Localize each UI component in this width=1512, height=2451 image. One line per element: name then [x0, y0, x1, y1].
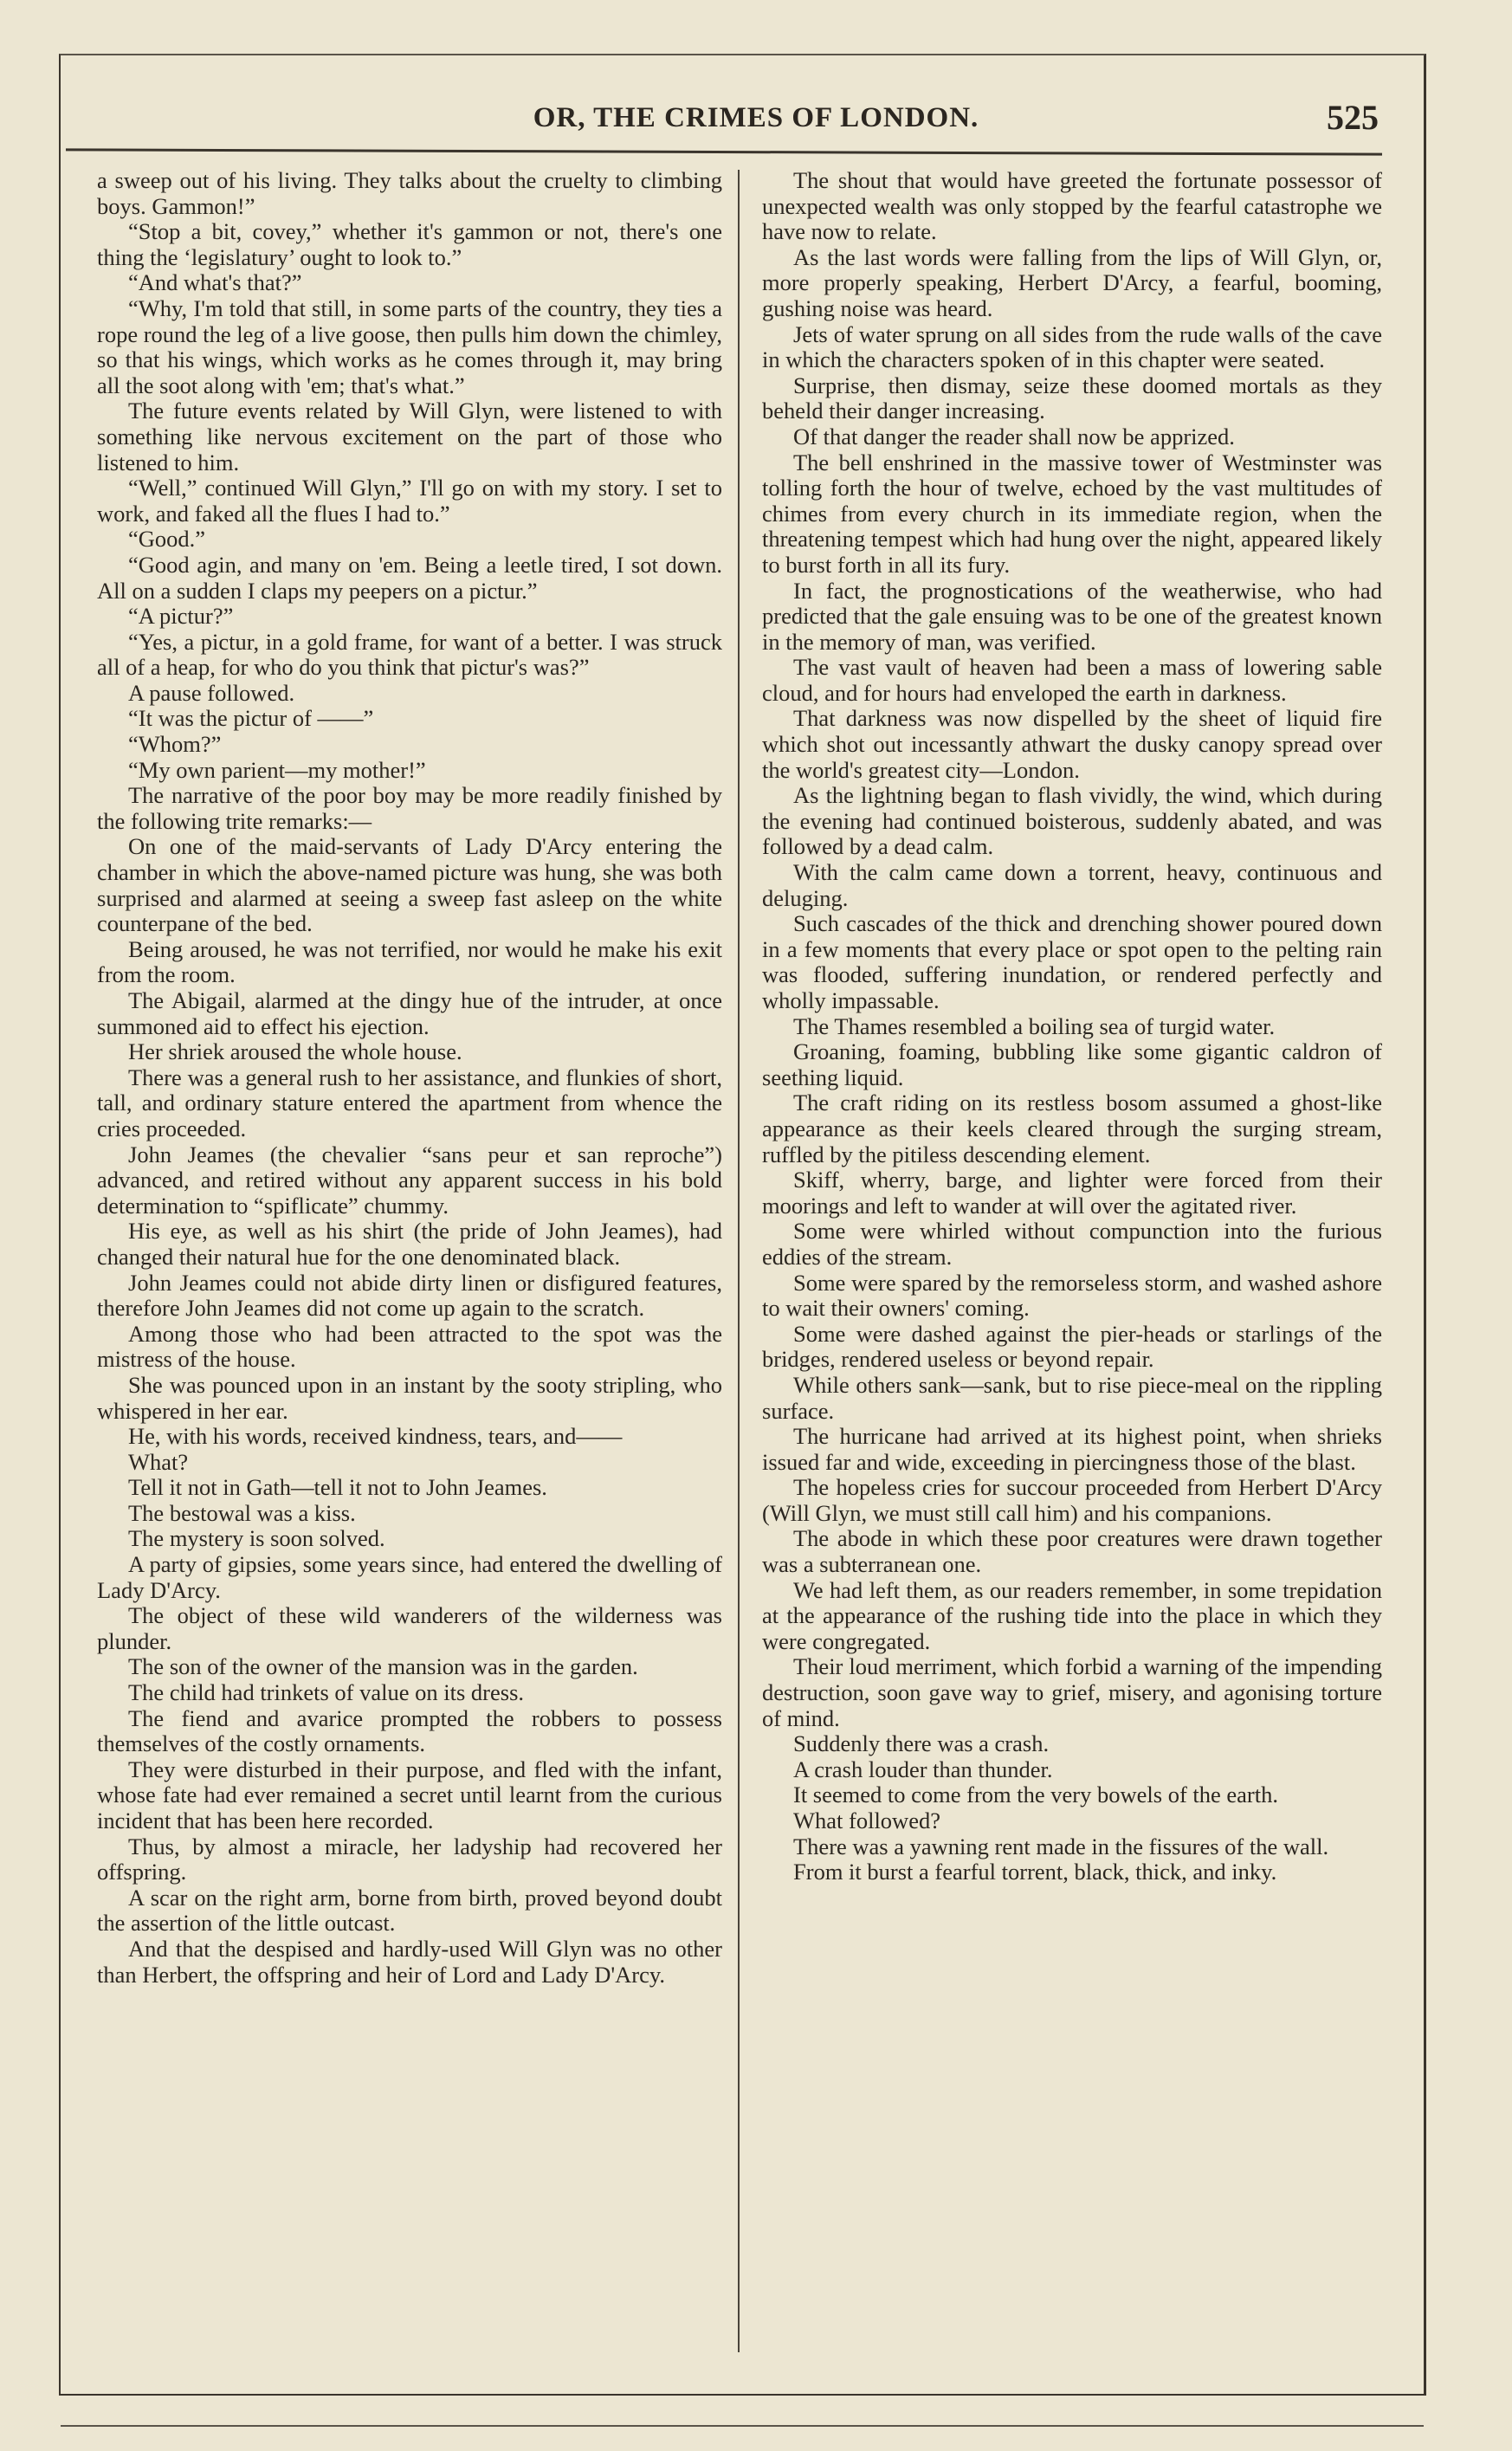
paragraph: The future events related by Will Glyn, were listened to with something like nervous excitement on the part of those who listened to him.: [97, 398, 722, 475]
paragraph: The abode in which these poor creatures were drawn together was a subterranean one.: [762, 1525, 1382, 1578]
paragraph: She was pounced upon in an instant by the sooty stripling, who whispered in her ear.: [97, 1371, 722, 1424]
paragraph: His eye, as well as his shirt (the pride of John Jeames), had changed their natural hue for the one denominated black.: [97, 1218, 722, 1270]
paragraph: “It was the pictur of ——”: [128, 705, 374, 732]
paragraph: As the last words were falling from the lips of Will Glyn, or, more properly speaking, Herbert D'Arcy, a fearful, booming, gushing noise was heard.: [762, 243, 1382, 321]
paragraph: What followed?: [793, 1808, 940, 1833]
paragraph: Jets of water sprung on all sides from the rude walls of the cave in which the characters spoken of in this chapter were seated.: [762, 320, 1382, 373]
paragraph: “Good.”: [128, 526, 206, 553]
paragraph: There was a yawning rent made in the fissures of the wall.: [793, 1833, 1329, 1859]
paragraph: “Stop a bit, covey,” whether it's gammon or not, there's one thing the ‘legislatury’ ought to look to.”: [97, 218, 722, 270]
paragraph: a sweep out of his living. They talks about the cruelty to climbing boys. Gammon!”: [97, 167, 722, 219]
paragraph: Skiff, wherry, barge, and lighter were forced from their moorings and left to wander at will over the agitated river.: [762, 1167, 1382, 1219]
running-title: OR, THE CRIMES OF LONDON.: [533, 102, 979, 133]
paragraph: The son of the owner of the mansion was in the garden.: [128, 1653, 638, 1680]
paragraph: The hurricane had arrived at its highest point, when shrieks issued far and wide, exceeding in piercingness those of the blast.: [762, 1423, 1382, 1475]
paragraph: “Good agin, and many on 'em. Being a leetle tired, I sot down. All on a sudden I claps my peepers on a pictur.”: [97, 551, 722, 604]
paragraph: Being aroused, he was not terrified, nor would he make his exit from the room.: [97, 935, 722, 988]
paragraph: We had left them, as our readers remember, in some trepidation at the appearance of the rushing tide into the place in which they were congregated.: [762, 1576, 1382, 1654]
paragraph: Some were dashed against the pier-heads or starlings of the bridges, rendered useless or beyond repair.: [762, 1320, 1382, 1373]
paragraph: A scar on the right arm, borne from birth, proved beyond doubt the assertion of the little outcast.: [97, 1884, 722, 1937]
paragraph: They were disturbed in their purpose, and fled with the infant, whose fate had ever remained a secret until learnt from the curious incident that has been here recorded.: [97, 1756, 722, 1833]
paragraph: Among those who had been attracted to the spot was the mistress of the house.: [97, 1320, 722, 1373]
paragraph: While others sank—sank, but to rise piece-meal on the rippling surface.: [762, 1371, 1382, 1424]
paragraph: “And what's that?”: [128, 269, 302, 296]
column-divider: [738, 170, 740, 2352]
paragraph: The craft riding on its restless bosom assumed a ghost-like appearance as their keels cleared through the surging stream, ruffled by the pitiless descending element.: [762, 1090, 1382, 1167]
paragraph: The narrative of the poor boy may be more readily finished by the following trite remarks:—: [97, 782, 722, 834]
paragraph: “Whom?”: [128, 731, 222, 758]
paragraph: A pause followed.: [128, 679, 295, 706]
paragraph: “Yes, a pictur, in a gold frame, for want of a better. I was struck all of a heap, for who do you think that pictur's was?”: [97, 628, 722, 681]
paragraph: Groaning, foaming, bubbling like some gigantic caldron of seething liquid.: [762, 1038, 1382, 1090]
paragraph: Surprise, then dismay, seize these doomed mortals as they beheld their danger increasing.: [762, 372, 1382, 424]
paragraph: The Abigail, alarmed at the dingy hue of the intruder, at once summoned aid to effect his ejection.: [97, 987, 722, 1039]
paragraph: The child had trinkets of value on its dress.: [128, 1679, 525, 1706]
paragraph: It seemed to come from the very bowels of the earth.: [793, 1782, 1278, 1808]
paragraph: Her shriek aroused the whole house.: [128, 1038, 462, 1065]
paragraph: As the lightning began to flash vividly, the wind, which during the evening had continued boisterous, suddenly abated, and was followed by a dead calm.: [762, 782, 1382, 860]
paragraph: What?: [128, 1448, 189, 1475]
paragraph: “Well,” continued Will Glyn,” I'll go on with my story. I set to work, and faked all the flues I had to.”: [97, 475, 722, 527]
page-number: 525: [1327, 98, 1379, 137]
paragraph: Tell it not in Gath—tell it not to John Jeames.: [128, 1474, 547, 1501]
paragraph: Their loud merriment, which forbid a warning of the impending destruction, soon gave way to grief, misery, and agonising torture of mind.: [762, 1653, 1382, 1731]
paragraph: Suddenly there was a crash.: [793, 1730, 1050, 1757]
paragraph: A crash louder than thunder.: [793, 1756, 1053, 1782]
paragraph: “My own parient—my mother!”: [128, 756, 426, 783]
paragraph: Some were spared by the remorseless storm, and washed ashore to wait their owners' coming.: [762, 1269, 1382, 1322]
paragraph: The shout that would have greeted the fortunate possessor of unexpected wealth was only stopped by the fearful catastrophe we have now to relate.: [762, 167, 1382, 245]
paragraph: The hopeless cries for succour proceeded from Herbert D'Arcy (Will Glyn, we must still call him) and his companions.: [762, 1474, 1382, 1526]
paragraph: John Jeames (the chevalier “sans peur et san reproche”) advanced, and retired without any apparent success in his bold determination to “spiflicate” chummy.: [97, 1141, 722, 1219]
paragraph: The mystery is soon solved.: [128, 1525, 385, 1552]
paragraph: John Jeames could not abide dirty linen or disfigured features, therefore John Jeames did not come up again to the scratch.: [97, 1269, 722, 1322]
paragraph: The bell enshrined in the massive tower of Westminster was tolling forth the hour of twelve, echoed by the vast multitudes of chimes from every church in its immediate region, when the threatening tempest which had hung over the night, appeared likely to burst forth in all its fury.: [762, 449, 1382, 578]
paragraph: He, with his words, received kindness, tears, and——: [128, 1423, 623, 1450]
paragraph: The bestowal was a kiss.: [128, 1499, 356, 1526]
bottom-rule: [61, 2425, 1424, 2427]
paragraph: Some were whirled without compunction into the furious eddies of the stream.: [762, 1218, 1382, 1270]
paragraph: That darkness was now dispelled by the sheet of liquid fire which shot out incessantly athwart the dusky canopy spread over the world's greatest city—London.: [762, 705, 1382, 783]
paragraph: Such cascades of the thick and drenching shower poured down in a few moments that every place or spot open to the pelting rain was flooded, suffering inundation, or rendered perfectly and wholly impassable.: [762, 910, 1382, 1013]
left-column: [97, 168, 722, 1988]
paragraph: “Why, I'm told that still, in some parts of the country, they ties a rope round the leg of a live goose, then pulls him down the chimley, so that his wings, which works as he comes through it, may bring all the soot along with 'em; that's what.”: [97, 294, 722, 398]
paragraph: Of that danger the reader shall now be apprized.: [793, 423, 1235, 449]
paragraph: There was a general rush to her assistance, and flunkies of short, tall, and ordinary stature entered the apartment from whence the cries proceeded.: [97, 1064, 722, 1141]
paragraph: On one of the maid-servants of Lady D'Arcy entering the chamber in which the above-named picture was hung, she was both surprised and alarmed at seeing a sweep fast asleep on the white counterpane of the bed.: [97, 833, 722, 937]
paragraph: “A pictur?”: [128, 603, 234, 630]
right-column: [762, 168, 1382, 1885]
paragraph: With the calm came down a torrent, heavy, continuous and deluging.: [762, 859, 1382, 911]
paragraph: And that the despised and hardly-used Will Glyn was no other than Herbert, the offspring and heir of Lord and Lady D'Arcy.: [97, 1935, 722, 1988]
paragraph: The vast vault of heaven had been a mass of lowering sable cloud, and for hours had enveloped the earth in darkness.: [762, 654, 1382, 706]
paragraph: Thus, by almost a miracle, her ladyship had recovered her offspring.: [97, 1833, 722, 1885]
paragraph: From it burst a fearful torrent, black, thick, and inky.: [793, 1859, 1277, 1885]
paragraph: In fact, the prognostications of the weatherwise, who had predicted that the gale ensuing was to be one of the greatest known in the memory of man, was verified.: [762, 577, 1382, 655]
paragraph: The Thames resembled a boiling sea of turgid water.: [793, 1012, 1276, 1039]
paragraph: The object of these wild wanderers of the wilderness was plunder.: [97, 1602, 722, 1654]
paragraph: A party of gipsies, some years since, had entered the dwelling of Lady D'Arcy.: [97, 1551, 722, 1603]
paragraph: The fiend and avarice prompted the robbers to possess themselves of the costly ornaments.: [97, 1704, 722, 1757]
